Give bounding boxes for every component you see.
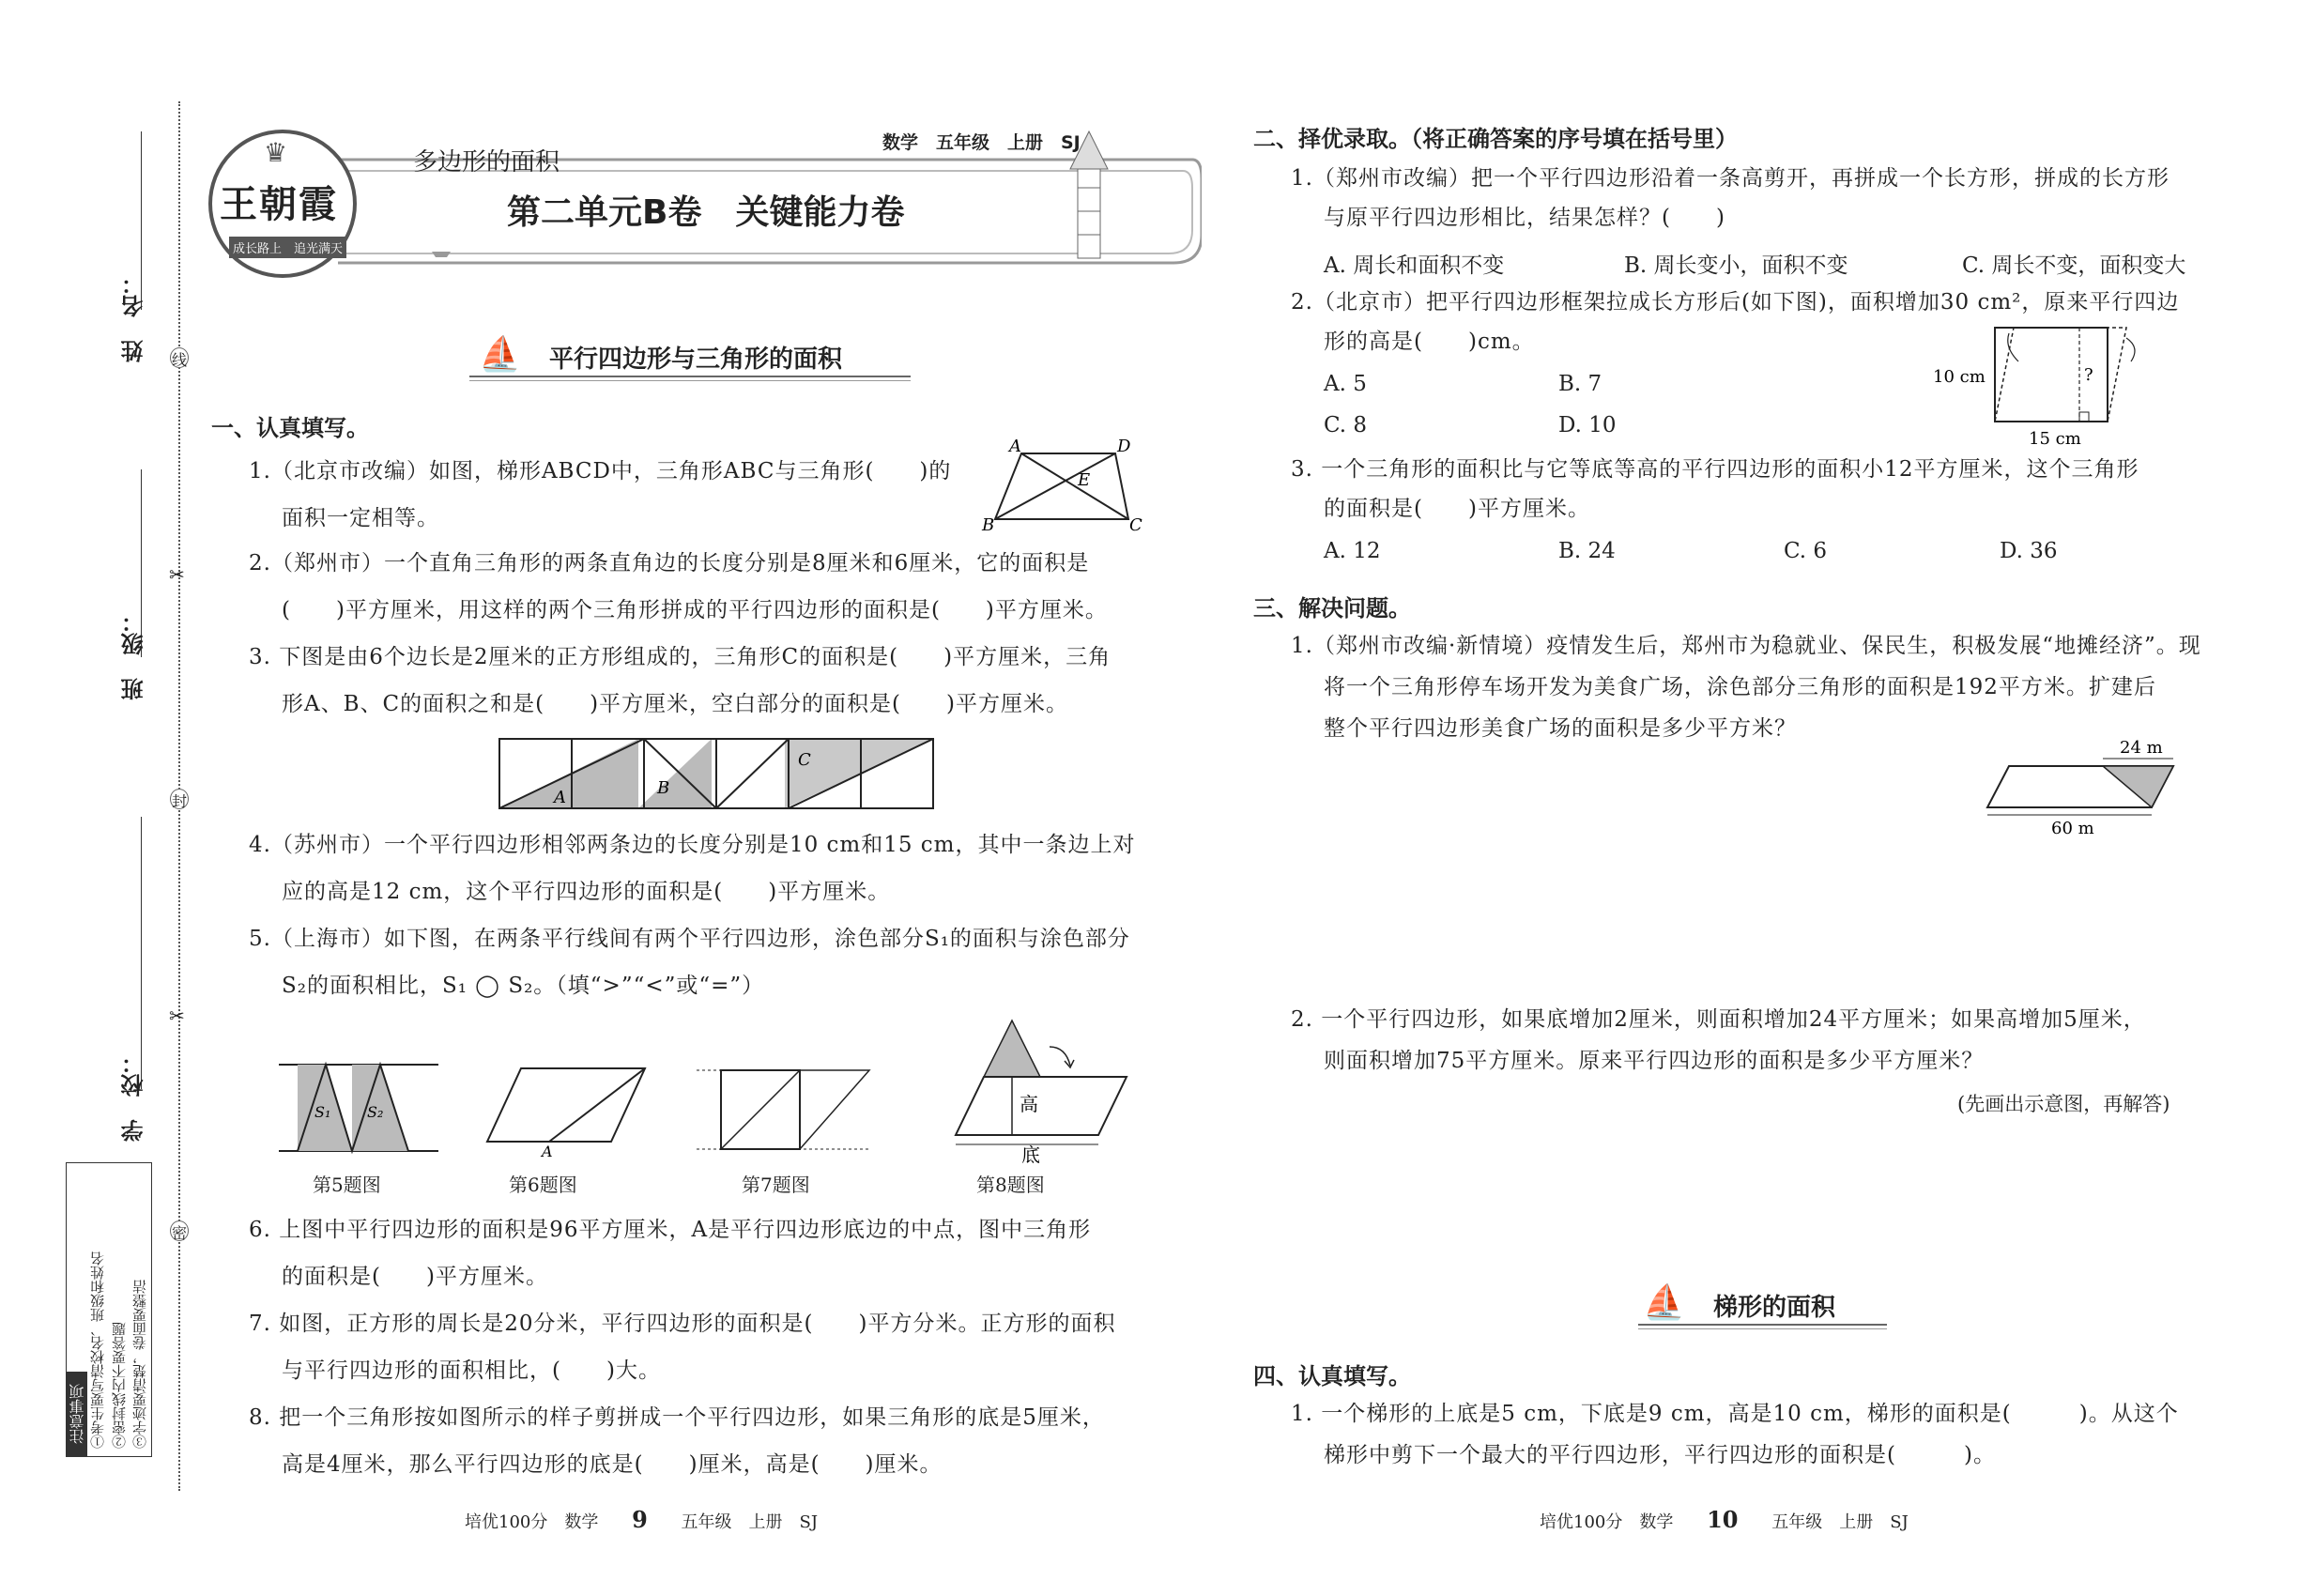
q2-unknown-label: ? — [2084, 365, 2093, 385]
footer-label: 培优100分 数学 — [465, 1512, 599, 1532]
q2-line2: ( )平方厘米，用这样的两个三角形拼成的平行四边形的面积是( )平方厘米。 — [282, 598, 1108, 622]
q5-line1: 5.（上海市）如下图，在两条平行线间有两个平行四边形，涂色部分S₁的面积与涂色部分 — [249, 927, 1130, 951]
name-label: 姓 名： — [121, 272, 147, 362]
fig6 — [483, 1063, 652, 1157]
label-gao: 高 — [1020, 1093, 1038, 1115]
r-q3-line1: 3. 一个三角形的面积比与它等底等高的平行四边形的面积小12平方厘米，这个三角形 — [1291, 457, 2139, 482]
section-1-title: 一、认真填写。 — [211, 415, 369, 441]
fig8 — [939, 1019, 1136, 1169]
school-line — [141, 817, 142, 1089]
school-label: 学 校： — [121, 1051, 147, 1142]
page-number: 10 — [1707, 1506, 1739, 1533]
q2-side-label: 10 cm — [1933, 367, 1986, 387]
q3-line1: 3. 下图是由6个边长是2厘米的正方形组成的，三角形C的面积是( )平方厘米，三角 — [249, 645, 1112, 669]
q6-line1: 6. 上图中平行四边形的面积是96平方厘米，A是平行四边形底边的中点，图中三角形 — [249, 1218, 1092, 1242]
banner-title: 梯形的面积 — [1713, 1294, 1836, 1322]
label-s2: S₂ — [367, 1103, 384, 1121]
r-q2-option: D. 10 — [1558, 413, 1617, 437]
fig8-caption: 第8题图 — [976, 1174, 1045, 1196]
fig5-caption: 第5题图 — [313, 1174, 381, 1196]
r-p1-line3: 整个平行四边形美食广场的面积是多少平方米？ — [1324, 716, 1797, 741]
label-b: B — [982, 515, 995, 535]
p1-top-label: 24 m — [2120, 738, 2163, 758]
q3-line2: 形A、B、C的面积之和是( )平方厘米，空白部分的面积是( )平方厘米。 — [282, 692, 1069, 716]
notice-item: ①考生要写清校名、班级和姓名 — [89, 1251, 106, 1449]
q4-line2: 应的高是12 cm，这个平行四边形的面积是( )平方厘米。 — [282, 880, 891, 904]
label-a: A — [1009, 437, 1021, 456]
q7-line1: 7. 如图，正方形的周长是20分米，平行四边形的面积是( )平方分米。正方形的面积 — [249, 1312, 1116, 1336]
banner-title: 平行四边形与三角形的面积 — [549, 345, 843, 374]
notice-box — [66, 1162, 152, 1457]
trapezoid-figure — [976, 437, 1145, 535]
meta-label: 数学 五年级 上册 SJ — [882, 132, 1081, 153]
r-p2-line2: 则面积增加75平方厘米。原来平行四边形的面积是多少平方厘米？ — [1324, 1049, 1985, 1073]
cut-mark-2: 封 — [170, 789, 189, 809]
section-2-title: 二、择优录取。（将正确答案的序号填在括号里） — [1253, 126, 1738, 152]
label-d: D — [1117, 437, 1131, 456]
class-label: 班 级： — [121, 610, 147, 700]
r-q3-option: D. 36 — [2000, 539, 2058, 563]
r-q3-option: B. 24 — [1558, 539, 1616, 563]
q1-line1: 1.（北京市改编）如图，梯形ABCD中，三角形ABC与三角形( )的 — [249, 459, 952, 483]
r-p2-note: (先画出示意图，再解答) — [1957, 1093, 2170, 1115]
footer-right — [1540, 1506, 1909, 1533]
page-number: 9 — [632, 1506, 648, 1533]
section-4-title: 四、认真填写。 — [1253, 1363, 1411, 1389]
sailboat-icon: ⛵ — [1643, 1283, 1685, 1322]
footer-label: 培优100分 数学 — [1540, 1512, 1674, 1532]
r-q3-line2: 的面积是( )平方厘米。 — [1324, 497, 1590, 521]
fig6-caption: 第6题图 — [509, 1174, 577, 1196]
label-b: B — [657, 778, 670, 798]
crown-icon: ♛ — [264, 137, 288, 168]
p1-bottom-label: 60 m — [2051, 819, 2094, 836]
r-q1-line2: 与原平行四边形相比，结果怎样？( ) — [1324, 206, 1725, 230]
r-q2-line1: 2.（北京市）把平行四边形框架拉成长方形后(如下图)，面积增加30 cm²，原来平行四边 — [1291, 290, 2180, 315]
r-p2-line1: 2. 一个平行四边形，如果底增加2厘米，则面积增加24平方厘米；如果高增加5厘米， — [1291, 1007, 2146, 1032]
sailboat-icon: ⛵ — [479, 335, 521, 374]
cut-mark-3: 密 — [170, 1220, 189, 1241]
r-q1-option: C. 周长不变，面积变大 — [1962, 253, 2186, 278]
notice-title: 注意事项 — [67, 1372, 87, 1456]
logo-ribbon: 成长路上 追光满天 — [229, 237, 346, 258]
label-c: C — [1129, 515, 1142, 535]
section-3-title: 三、解决问题。 — [1253, 595, 1411, 622]
fig7 — [695, 1063, 873, 1157]
logo-text: 王朝霞 — [220, 182, 338, 226]
cut-mark-1: 线 — [170, 347, 189, 368]
r-q1-option: B. 周长变小，面积不变 — [1624, 253, 1848, 278]
r-q3-option: C. 6 — [1784, 539, 1828, 563]
r-q3-option: A. 12 — [1324, 539, 1381, 563]
q8-line2: 高是4厘米，那么平行四边形的底是( )厘米，高是( )厘米。 — [282, 1452, 943, 1477]
q1-line2: 面积一定相等。 — [282, 506, 439, 530]
scissors-icon: ✂ — [169, 1005, 185, 1027]
label-di: 底 — [1021, 1143, 1040, 1166]
q4-line1: 4.（苏州市）一个平行四边形相邻两条边的长度分别是10 cm和15 cm，其中一条边上对 — [249, 833, 1136, 857]
q6-line2: 的面积是( )平方厘米。 — [282, 1265, 548, 1289]
fig7-caption: 第7题图 — [742, 1174, 810, 1196]
label-s1: S₁ — [314, 1103, 331, 1121]
footer-meta: 五年级 上册 SJ — [1771, 1512, 1909, 1532]
page-title: 第二单元B卷 关键能力卷 — [507, 193, 905, 232]
q7-line2: 与平行四边形的面积相比，( )大。 — [282, 1358, 661, 1383]
squares-figure — [498, 737, 939, 812]
logo — [208, 130, 357, 278]
q2-line1: 2.（郑州市）一个直角三角形的两条直角边的长度分别是8厘米和6厘米，它的面积是 — [249, 551, 1090, 575]
p1-parallelogram-figure — [1981, 732, 2187, 836]
q2-base-label: 15 cm — [2029, 429, 2081, 446]
r-q2-option: C. 8 — [1324, 413, 1368, 437]
label-a: A — [542, 1143, 553, 1157]
r-p1-line1: 1.（郑州市改编·新情境）疫情发生后，郑州市为稳就业、保民生，积极发展“地摊经济”。现 — [1291, 634, 2201, 658]
r-q4-1-line1: 1. 一个梯形的上底是5 cm，下底是9 cm，高是10 cm，梯形的面积是( )。从这个 — [1291, 1402, 2179, 1426]
r-q1-line1: 1.（郑州市改编）把一个平行四边形沿着一条高剪开，再拼成一个长方形，拼成的长方形 — [1291, 166, 2170, 191]
fig5 — [277, 1061, 446, 1155]
footer-meta: 五年级 上册 SJ — [681, 1512, 819, 1532]
r-q2-option: A. 5 — [1324, 372, 1367, 396]
topic-label: 多边形的面积 — [413, 148, 560, 176]
label-e: E — [1078, 470, 1091, 490]
q5-line2: S₂的面积相比，S₁ ◯ S₂。（填“>”“<”或“=”） — [282, 974, 765, 998]
label-c: C — [798, 750, 811, 770]
r-q2-option: B. 7 — [1558, 372, 1602, 396]
r-q1-option: A. 周长和面积不变 — [1324, 253, 1505, 278]
r-q2-line2: 形的高是( )cm。 — [1324, 330, 1535, 354]
q2-frame-figure — [1929, 324, 2211, 446]
label-a: A — [554, 788, 566, 807]
r-p1-line2: 将一个三角形停车场开发为美食广场，涂色部分三角形的面积是192平方米。扩建后 — [1324, 675, 2156, 699]
q8-line1: 8. 把一个三角形按如图所示的样子剪拼成一个平行四边形，如果三角形的底是5厘米， — [249, 1405, 1105, 1430]
r-q4-1-line2: 梯形中剪下一个最大的平行四边形，平行四边形的面积是( )。 — [1324, 1443, 1996, 1467]
scissors-icon: ✂ — [169, 563, 185, 586]
footer-left — [465, 1506, 818, 1533]
notice-item: ②密封线内不要答题 — [111, 1322, 128, 1449]
notice-item: ③字迹要清楚，卷面要整洁 — [131, 1280, 148, 1449]
